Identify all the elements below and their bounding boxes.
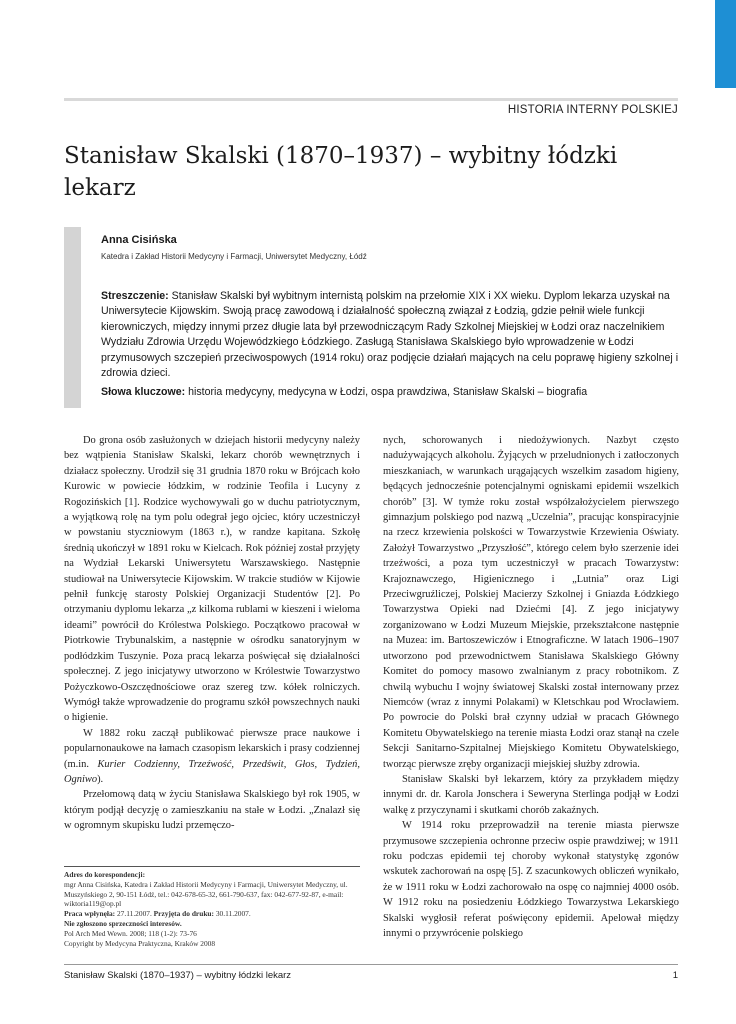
keywords-label: Słowa kluczowe: (101, 386, 186, 398)
paragraph: nych, schorowanych i niedożywionych. Nazbyt często nadużywających alkoholu. Żyjących w przeludnionych i zatłoczonych mieszkaniach, w warunkach urągających wszelkim zasadom higieny, będących jednocześnie potencjalnymi ogniskami epidemii wszelkich chorób” [3]. W tymże roku został współzałożycielem pierwszego gimnazjum polskiego pod nazwą „Uczelnia”, pracując konspiracyjnie na rzecz krzewienia polskości w Towarzystwie Krzewienia Oświaty. Założył Towarzystwo „Przyszłość”, którego celem było szerzenie idei trzeźwości, a poza tym uczestniczył w pracach Towarzystw: Krajoznawczego, Higienicznego i „Lutnia” oraz Ligi Przeciwgruźliczej, Polskiej Macierzy Szkolnej i Gniazda Łódzkiego Towarzystwa Opieki nad Dziećmi [4]. Z jego inicjatywy zorganizowano w Łodzi Muzeum Miejskie, przekształcone następnie na Muzea: im. Bartoszewiczów i Etnograficzne. W latach 1906–1907 utworzono pod przewodnictwem Stanisława Skalskiego Główny Komitet do pomocy masowo zwalnianym z pracy robotnikom. Z chwilą wybuchu I wojny światowej Skalski został internowany przez Niemców (wraz z innymi Polakami) w Kletschkau pod Wrocławiem. Po powrocie do Polski brał czynny udział w pracach Głównego Komitetu Obywatelskiego na terenie miasta Łodzi oraz stanął na czele Sekcji Sanitarno-Szpitalnej Miejskiego Komitetu Obywatelskiego, tworząc pierwsze zręby organizacji miejskiej służby zdrowia. (383, 435, 679, 770)
keywords (101, 385, 679, 400)
conflict-statement: Nie zgłoszono sprzeczności interesów. (64, 918, 182, 928)
paragraph-text: ). (97, 773, 104, 785)
citation: Pol Arch Med Wewn. 2008; 118 (1-2): 73-76 (64, 928, 197, 938)
paragraph-text: W 1882 roku zaczął publikować pierwsze prace naukowe i popularnonaukowe na łamach czasopism lekarskich i prasy codziennej (m.in. (64, 727, 360, 770)
abstract-side-bar (64, 227, 81, 408)
accepted-label: Przyjęta do druku: (153, 909, 215, 919)
copyright: Copyright by Medycyna Praktyczna, Kraków 2008 (64, 938, 216, 948)
accepted-date: 30.11.2007. (214, 909, 251, 919)
keywords-text: historia medycyny, medycyna w Łodzi, ospa prawdziwa, Stanisław Skalski – biografia (185, 386, 588, 398)
footer-rule (64, 964, 678, 965)
received-date: 27.11.2007. (115, 909, 154, 919)
body-column-left (64, 433, 360, 834)
address-label: Adres do korespondencji: (64, 870, 146, 879)
paragraph: Przełomową datą w życiu Stanisława Skalskiego był rok 1905, w którym podjął decyzję o zamieszkaniu na stałe w Łodzi. „Znalazł się w ogromnym skupisku ludzi przemęczo- (64, 789, 360, 832)
color-tab-marker (715, 0, 736, 88)
address-text: mgr Anna Cisińska, Katedra i Zakład Historii Medycyny i Farmacji, Uniwersytet Medyczny, ul. Muszyńskiego 2, 90-151 Łódź, tel.: 042-678-65-32, 661-790-637, fax: 042-677-92-87, e-mail: wiktoria119@op.pl (64, 879, 348, 909)
running-title: Stanisław Skalski (1870–1937) – wybitny łódzki lekarz (64, 970, 292, 981)
abstract-text: Stanisław Skalski był wybitnym internistą polskim na przełomie XIX i XX wieku. Dyplom lekarza uzyskał na Uniwersytecie Kijowskim. Swoją pracę zawodową i działalność społeczną związał z Łodzią, gdzie pełnił wiele funkcji kierowniczych, między innymi przez długie lata był przewodniczącym Rady Szkolnej Miejskiej w Łodzi oraz naczelnikiem Wydziału Zdrowia Urzędu Wojewódzkiego Łódzkiego. Zasługą Stanisława Skalskiego było wprowadzenie w Łodzi przymusowych szczepień przeciwospowych (1914 roku) oraz podjęcie działań mających na celu poprawę higieny szkolnej i zdrowia dzieci. (101, 290, 679, 380)
correspondence-footnote (64, 870, 360, 948)
body-column-right (383, 433, 679, 941)
footnote-rule (64, 866, 360, 867)
header-rule (64, 98, 678, 101)
journal-titles: Kurier Codzienny, Trzeźwość, Przedświt, Głos, Tydzień, Ogniwo (64, 758, 360, 785)
author-affiliation: Katedra i Zakład Historii Medycyny i Farmacji, Uniwersytet Medyczny, Łódź (101, 252, 367, 261)
page-number: 1 (672, 970, 678, 981)
journal-section-label: HISTORIA INTERNY POLSKIEJ (507, 104, 678, 116)
paragraph: W 1914 roku przeprowadził na terenie miasta pierwsze przymusowe szczepienia ochronne przeciw ospie prawdziwej; w 1911 roku podczas epidemii tej choroby wykonał statystykę zgonów wskutek zachorowań na ospę [5]. Z szacunkowych obliczeń wynikało, że w 1911 roku w Łodzi zachorowało na ospę co najmniej 4000 osób. W 1912 roku na posiedzeniu Łódzkiego Towarzystwa Lekarskiego Skalski wygłosił referat poświęcony epidemii. Apelował między innymi o przywrócenie polskiego (383, 820, 679, 939)
abstract-label: Streszczenie: (101, 290, 169, 302)
article-title: Stanisław Skalski (1870–1937) – wybitny łódzki lekarz (64, 143, 618, 201)
author-name: Anna Cisińska (101, 234, 177, 246)
paragraph (64, 726, 360, 788)
received-label: Praca wpłynęła: (64, 909, 116, 919)
abstract (101, 289, 679, 381)
paragraph: Stanisław Skalski był lekarzem, który za przykładem między innymi dr. dr. Karola Jonschera i Seweryna Sterlinga podjął w Łodzi walkę z przyczynami i skutkami chorób zakaźnych. (383, 773, 679, 816)
paragraph: Do grona osób zasłużonych w dziejach historii medycyny należy bez wątpienia Stanisław Skalski, lekarz chorób wewnętrznych i działacz społeczny. Urodził się 31 grudnia 1870 roku w Brójcach koło Kurowic w powiecie łódzkim, w rodzinie Teofila i Lucyny z Rogozińskich [1]. Rodzice wychowywali go w duchu patriotycznym, a wyjątkową rolę na tym polu odegrał jego ojciec, który uczestniczył w powstaniu styczniowym (1863 r.), w randze kapitana. Szkołę średnią ukończył w 1891 roku w Kielcach. Rok później został przyjęty na Wydział Lekarski Uniwersytetu Warszawskiego. Następnie studiował na Uniwersytecie Kijowskim. W trakcie studiów w Kijowie pełnił funkcję starosty Polskiej Organizacji Studentów [2]. Po otrzymaniu dyplomu lekarza „z kilkoma rublami w kieszeni i wieloma ideami” powrócił do Królestwa Polskiego. Początkowo pracował w Piotrkowie Trybunalskim, a następnie w ośrodku sanatoryjnym w podłódzkim Tuszynie. Poza pracą lekarza poświęcał się działalności społecznej. Z jego inicjatywy utworzono w Królestwie Towarzystwo Pożyczkowo-Oszczędnościowe oraz szereg tzw. kółek rolniczych. Wymógł także wprowadzenie do programu szkół powszechnych nauki o higienie. (64, 435, 360, 724)
